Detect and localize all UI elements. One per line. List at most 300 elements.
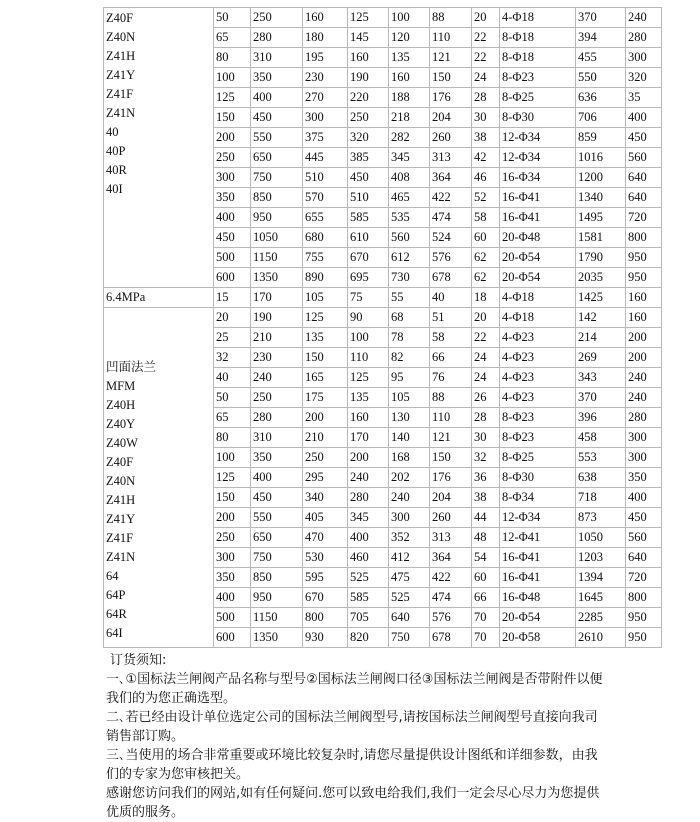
table-cell: 90 bbox=[348, 308, 389, 328]
table-cell: 706 bbox=[576, 108, 626, 128]
table-cell: 48 bbox=[472, 528, 500, 548]
table-cell: 450 bbox=[214, 228, 251, 248]
table-cell: 270 bbox=[303, 88, 348, 108]
table-cell: 22 bbox=[472, 48, 500, 68]
table-cell: 950 bbox=[251, 588, 303, 608]
table-cell: 150 bbox=[214, 488, 251, 508]
table-cell: 640 bbox=[626, 548, 662, 568]
table-cell: 42 bbox=[472, 148, 500, 168]
table-cell: 350 bbox=[214, 568, 251, 588]
model-name: MFM bbox=[106, 379, 136, 393]
table-cell: 4-Φ23 bbox=[500, 368, 576, 388]
table-cell: 20-Φ54 bbox=[500, 268, 576, 288]
table-cell: 560 bbox=[626, 528, 662, 548]
table-cell: 30 bbox=[472, 428, 500, 448]
table-cell: 450 bbox=[348, 168, 389, 188]
model-name: 64 bbox=[106, 569, 119, 583]
spec-table-body bbox=[104, 8, 662, 648]
table-cell: 2285 bbox=[576, 608, 626, 628]
table-cell: 636 bbox=[576, 88, 626, 108]
table-cell: 140 bbox=[389, 428, 430, 448]
table-cell: 250 bbox=[214, 528, 251, 548]
model-name: Z40Y bbox=[106, 417, 136, 431]
table-cell: 160 bbox=[303, 8, 348, 28]
table-cell: 638 bbox=[576, 468, 626, 488]
table-cell: 160 bbox=[348, 48, 389, 68]
table-cell: 25 bbox=[214, 328, 251, 348]
model-name: Z41N bbox=[106, 106, 136, 120]
table-cell: 450 bbox=[626, 508, 662, 528]
table-cell: 50 bbox=[214, 388, 251, 408]
table-cell: 800 bbox=[303, 608, 348, 628]
table-cell: 300 bbox=[303, 108, 348, 128]
table-cell: 400 bbox=[251, 88, 303, 108]
table-cell: 600 bbox=[214, 628, 251, 648]
table-cell: 16-Φ41 bbox=[500, 568, 576, 588]
table-cell: 30 bbox=[472, 108, 500, 128]
table-cell: 75 bbox=[348, 288, 389, 308]
table-cell: 135 bbox=[389, 48, 430, 68]
table-cell: 950 bbox=[626, 608, 662, 628]
table-cell: 1645 bbox=[576, 588, 626, 608]
table-row bbox=[104, 308, 662, 328]
table-cell: 4-Φ23 bbox=[500, 328, 576, 348]
table-cell: 160 bbox=[348, 408, 389, 428]
table-cell: 1050 bbox=[251, 228, 303, 248]
table-cell: 300 bbox=[626, 448, 662, 468]
table-cell: 458 bbox=[576, 428, 626, 448]
table-cell: 300 bbox=[214, 168, 251, 188]
table-cell: 88 bbox=[430, 8, 472, 28]
table-cell: 110 bbox=[430, 28, 472, 48]
table-cell: 8-Φ30 bbox=[500, 468, 576, 488]
table-cell: 950 bbox=[626, 248, 662, 268]
table-cell: 165 bbox=[303, 368, 348, 388]
table-cell: 22 bbox=[472, 328, 500, 348]
table-cell: 4-Φ23 bbox=[500, 348, 576, 368]
table-cell: 2610 bbox=[576, 628, 626, 648]
notes-item-2: 二､若已经由设计单位选定公司的国标法兰闸阀型号,请按国标法兰闸阀型号直接向我司销售部订购。 bbox=[106, 710, 598, 744]
table-cell: 250 bbox=[251, 8, 303, 28]
model-list-cell bbox=[104, 308, 214, 648]
table-cell: 873 bbox=[576, 508, 626, 528]
table-cell: 8-Φ25 bbox=[500, 448, 576, 468]
table-cell: 295 bbox=[303, 468, 348, 488]
table-cell: 260 bbox=[430, 508, 472, 528]
table-cell: 52 bbox=[472, 188, 500, 208]
table-cell: 125 bbox=[348, 368, 389, 388]
table-cell: 110 bbox=[348, 348, 389, 368]
table-cell: 385 bbox=[348, 148, 389, 168]
table-cell: 1495 bbox=[576, 208, 626, 228]
table-cell: 260 bbox=[430, 128, 472, 148]
table-cell: 280 bbox=[251, 28, 303, 48]
table-cell: 750 bbox=[251, 548, 303, 568]
table-cell: 678 bbox=[430, 268, 472, 288]
table-cell: 510 bbox=[348, 188, 389, 208]
table-row bbox=[104, 288, 662, 308]
table-cell: 350 bbox=[626, 468, 662, 488]
table-cell: 460 bbox=[348, 548, 389, 568]
table-cell: 474 bbox=[430, 208, 472, 228]
table-cell: 352 bbox=[389, 528, 430, 548]
table-cell: 40 bbox=[214, 368, 251, 388]
pressure-label: 6.4MPa bbox=[104, 288, 214, 308]
table-cell: 585 bbox=[348, 208, 389, 228]
table-cell: 190 bbox=[251, 308, 303, 328]
table-cell: 22 bbox=[472, 28, 500, 48]
table-cell: 250 bbox=[214, 148, 251, 168]
table-cell: 35 bbox=[626, 88, 662, 108]
table-cell: 240 bbox=[389, 488, 430, 508]
notes-item-4: 感谢您访问我们的网站,如有任何疑问.您可以致电给我们,我们一定会尽心尽力为您提供优质的服务。 bbox=[106, 786, 600, 820]
table-cell: 240 bbox=[348, 468, 389, 488]
table-cell: 240 bbox=[626, 388, 662, 408]
table-cell: 210 bbox=[251, 328, 303, 348]
table-cell: 170 bbox=[348, 428, 389, 448]
table-cell: 1340 bbox=[576, 188, 626, 208]
table-cell: 474 bbox=[430, 588, 472, 608]
table-cell: 343 bbox=[576, 368, 626, 388]
table-cell: 20-Φ58 bbox=[500, 628, 576, 648]
table-cell: 66 bbox=[430, 348, 472, 368]
table-cell: 110 bbox=[430, 408, 472, 428]
table-cell: 55 bbox=[389, 288, 430, 308]
table-cell: 121 bbox=[430, 48, 472, 68]
table-cell: 20 bbox=[214, 308, 251, 328]
table-cell: 60 bbox=[472, 568, 500, 588]
table-cell: 1350 bbox=[251, 628, 303, 648]
table-cell: 60 bbox=[472, 228, 500, 248]
table-cell: 612 bbox=[389, 248, 430, 268]
model-list-cell bbox=[104, 8, 214, 288]
table-cell: 204 bbox=[430, 488, 472, 508]
table-cell: 1050 bbox=[576, 528, 626, 548]
table-cell: 820 bbox=[348, 628, 389, 648]
table-cell: 16-Φ48 bbox=[500, 588, 576, 608]
table-cell: 755 bbox=[303, 248, 348, 268]
table-cell: 585 bbox=[348, 588, 389, 608]
table-cell: 280 bbox=[626, 408, 662, 428]
model-name: 64R bbox=[106, 607, 127, 621]
table-cell: 202 bbox=[389, 468, 430, 488]
table-cell: 125 bbox=[214, 468, 251, 488]
table-cell: 145 bbox=[348, 28, 389, 48]
notes-item-1: 一､①国标法兰闸阀产品名称与型号②国标法兰闸阀口径③国标法兰闸阀是否带附件以便我们的为您正确选型。 bbox=[106, 672, 603, 706]
table-cell: 20-Φ54 bbox=[500, 248, 576, 268]
table-cell: 400 bbox=[626, 488, 662, 508]
table-cell: 28 bbox=[472, 408, 500, 428]
table-cell: 1016 bbox=[576, 148, 626, 168]
model-name: 40 bbox=[106, 125, 119, 139]
table-cell: 340 bbox=[303, 488, 348, 508]
table-cell: 280 bbox=[251, 408, 303, 428]
table-cell: 40 bbox=[430, 288, 472, 308]
table-cell: 230 bbox=[303, 68, 348, 88]
table-cell: 210 bbox=[303, 428, 348, 448]
table-cell: 16-Φ41 bbox=[500, 548, 576, 568]
model-name: 40P bbox=[106, 144, 126, 158]
table-cell: 12-Φ34 bbox=[500, 128, 576, 148]
table-cell: 640 bbox=[626, 188, 662, 208]
table-cell: 38 bbox=[472, 128, 500, 148]
table-cell: 160 bbox=[626, 288, 662, 308]
model-name: 40R bbox=[106, 163, 127, 177]
table-cell: 400 bbox=[214, 208, 251, 228]
table-cell: 350 bbox=[251, 448, 303, 468]
table-cell: 250 bbox=[348, 108, 389, 128]
table-cell: 160 bbox=[389, 68, 430, 88]
table-cell: 300 bbox=[626, 428, 662, 448]
model-name: Z40N bbox=[106, 474, 136, 488]
table-row bbox=[104, 8, 662, 28]
table-cell: 70 bbox=[472, 628, 500, 648]
model-name: Z41F bbox=[106, 87, 134, 101]
table-cell: 408 bbox=[389, 168, 430, 188]
table-cell: 200 bbox=[214, 128, 251, 148]
table-cell: 422 bbox=[430, 188, 472, 208]
table-cell: 125 bbox=[214, 88, 251, 108]
table-cell: 655 bbox=[303, 208, 348, 228]
table-cell: 120 bbox=[389, 28, 430, 48]
table-cell: 269 bbox=[576, 348, 626, 368]
table-cell: 450 bbox=[626, 128, 662, 148]
table-cell: 320 bbox=[348, 128, 389, 148]
table-cell: 750 bbox=[251, 168, 303, 188]
table-cell: 1425 bbox=[576, 288, 626, 308]
table-cell: 524 bbox=[430, 228, 472, 248]
table-cell: 175 bbox=[303, 388, 348, 408]
table-cell: 394 bbox=[576, 28, 626, 48]
table-cell: 8-Φ30 bbox=[500, 108, 576, 128]
table-cell: 20 bbox=[472, 8, 500, 28]
model-name: Z41Y bbox=[106, 512, 136, 526]
table-cell: 470 bbox=[303, 528, 348, 548]
table-cell: 1200 bbox=[576, 168, 626, 188]
table-cell: 405 bbox=[303, 508, 348, 528]
table-cell: 160 bbox=[626, 308, 662, 328]
table-cell: 640 bbox=[626, 168, 662, 188]
table-cell: 718 bbox=[576, 488, 626, 508]
order-notes bbox=[106, 651, 606, 822]
model-name: Z41F bbox=[106, 531, 134, 545]
table-cell: 100 bbox=[348, 328, 389, 348]
model-name: Z40F bbox=[106, 11, 134, 25]
table-cell: 930 bbox=[303, 628, 348, 648]
table-cell: 12-Φ34 bbox=[500, 148, 576, 168]
table-cell: 50 bbox=[214, 8, 251, 28]
table-cell: 800 bbox=[626, 588, 662, 608]
table-cell: 890 bbox=[303, 268, 348, 288]
model-name: 40I bbox=[106, 182, 123, 196]
table-cell: 80 bbox=[214, 48, 251, 68]
table-cell: 121 bbox=[430, 428, 472, 448]
table-cell: 280 bbox=[626, 28, 662, 48]
table-cell: 450 bbox=[251, 488, 303, 508]
table-cell: 500 bbox=[214, 608, 251, 628]
table-cell: 370 bbox=[576, 8, 626, 28]
table-cell: 195 bbox=[303, 48, 348, 68]
model-name: Z41Y bbox=[106, 68, 136, 82]
table-cell: 300 bbox=[626, 48, 662, 68]
table-cell: 850 bbox=[251, 568, 303, 588]
table-cell: 530 bbox=[303, 548, 348, 568]
model-name: Z40N bbox=[106, 30, 136, 44]
table-cell: 12-Φ41 bbox=[500, 528, 576, 548]
table-cell: 1790 bbox=[576, 248, 626, 268]
table-cell: 4-Φ23 bbox=[500, 388, 576, 408]
table-cell: 412 bbox=[389, 548, 430, 568]
table-cell: 54 bbox=[472, 548, 500, 568]
table-cell: 32 bbox=[214, 348, 251, 368]
table-cell: 1150 bbox=[251, 248, 303, 268]
table-cell: 859 bbox=[576, 128, 626, 148]
table-cell: 525 bbox=[389, 588, 430, 608]
table-cell: 465 bbox=[389, 188, 430, 208]
table-cell: 240 bbox=[626, 8, 662, 28]
table-cell: 62 bbox=[472, 268, 500, 288]
table-cell: 730 bbox=[389, 268, 430, 288]
table-cell: 720 bbox=[626, 208, 662, 228]
table-cell: 560 bbox=[626, 148, 662, 168]
table-cell: 300 bbox=[389, 508, 430, 528]
table-cell: 16-Φ41 bbox=[500, 188, 576, 208]
table-cell: 510 bbox=[303, 168, 348, 188]
table-cell: 58 bbox=[430, 328, 472, 348]
table-cell: 8-Φ23 bbox=[500, 68, 576, 88]
table-cell: 375 bbox=[303, 128, 348, 148]
table-cell: 105 bbox=[389, 388, 430, 408]
table-cell: 125 bbox=[303, 308, 348, 328]
table-cell: 525 bbox=[348, 568, 389, 588]
table-cell: 570 bbox=[303, 188, 348, 208]
model-name: Z41H bbox=[106, 493, 136, 507]
table-cell: 28 bbox=[472, 88, 500, 108]
table-cell: 553 bbox=[576, 448, 626, 468]
table-cell: 15 bbox=[214, 288, 251, 308]
table-cell: 24 bbox=[472, 68, 500, 88]
table-cell: 705 bbox=[348, 608, 389, 628]
table-cell: 1150 bbox=[251, 608, 303, 628]
table-cell: 78 bbox=[389, 328, 430, 348]
table-cell: 350 bbox=[251, 68, 303, 88]
spec-table bbox=[103, 7, 662, 648]
table-cell: 70 bbox=[472, 608, 500, 628]
table-cell: 190 bbox=[348, 68, 389, 88]
table-cell: 95 bbox=[389, 368, 430, 388]
table-cell: 150 bbox=[430, 68, 472, 88]
table-cell: 58 bbox=[472, 208, 500, 228]
model-name: Z40F bbox=[106, 455, 134, 469]
table-cell: 82 bbox=[389, 348, 430, 368]
table-cell: 310 bbox=[251, 428, 303, 448]
table-cell: 670 bbox=[303, 588, 348, 608]
table-cell: 455 bbox=[576, 48, 626, 68]
table-cell: 176 bbox=[430, 468, 472, 488]
table-cell: 176 bbox=[430, 88, 472, 108]
table-cell: 16-Φ41 bbox=[500, 208, 576, 228]
table-cell: 250 bbox=[251, 388, 303, 408]
table-cell: 350 bbox=[214, 188, 251, 208]
table-cell: 65 bbox=[214, 28, 251, 48]
table-cell: 313 bbox=[430, 528, 472, 548]
table-cell: 560 bbox=[389, 228, 430, 248]
table-cell: 400 bbox=[214, 588, 251, 608]
table-cell: 240 bbox=[251, 368, 303, 388]
table-cell: 65 bbox=[214, 408, 251, 428]
table-cell: 88 bbox=[430, 388, 472, 408]
table-cell: 44 bbox=[472, 508, 500, 528]
table-cell: 150 bbox=[214, 108, 251, 128]
table-cell: 650 bbox=[251, 528, 303, 548]
table-cell: 610 bbox=[348, 228, 389, 248]
table-cell: 695 bbox=[348, 268, 389, 288]
table-cell: 280 bbox=[348, 488, 389, 508]
table-cell: 230 bbox=[251, 348, 303, 368]
model-name: 64I bbox=[106, 626, 123, 640]
table-cell: 320 bbox=[626, 68, 662, 88]
table-cell: 26 bbox=[472, 388, 500, 408]
table-cell: 76 bbox=[430, 368, 472, 388]
table-cell: 180 bbox=[303, 28, 348, 48]
table-cell: 950 bbox=[626, 628, 662, 648]
table-cell: 204 bbox=[430, 108, 472, 128]
notes-item-3: 三､当使用的场合非常重要或环境比较复杂时,请您尽量提供设计图纸和详细参数，由我们的专家为您审核把关。 bbox=[106, 748, 598, 782]
table-cell: 100 bbox=[214, 68, 251, 88]
table-cell: 135 bbox=[348, 388, 389, 408]
table-cell: 550 bbox=[251, 508, 303, 528]
table-cell: 36 bbox=[472, 468, 500, 488]
table-cell: 400 bbox=[348, 528, 389, 548]
table-cell: 345 bbox=[348, 508, 389, 528]
table-cell: 135 bbox=[303, 328, 348, 348]
table-cell: 12-Φ34 bbox=[500, 508, 576, 528]
table-cell: 170 bbox=[251, 288, 303, 308]
table-cell: 125 bbox=[348, 8, 389, 28]
table-cell: 8-Φ23 bbox=[500, 408, 576, 428]
model-name: 凹面法兰 bbox=[106, 360, 157, 374]
table-cell: 1350 bbox=[251, 268, 303, 288]
model-name: 64P bbox=[106, 588, 126, 602]
table-cell: 535 bbox=[389, 208, 430, 228]
table-cell: 105 bbox=[303, 288, 348, 308]
table-cell: 550 bbox=[576, 68, 626, 88]
table-cell: 364 bbox=[430, 168, 472, 188]
table-cell: 100 bbox=[389, 8, 430, 28]
model-name: Z41N bbox=[106, 550, 136, 564]
table-cell: 218 bbox=[389, 108, 430, 128]
table-cell: 650 bbox=[251, 148, 303, 168]
table-cell: 20-Φ54 bbox=[500, 608, 576, 628]
table-cell: 950 bbox=[251, 208, 303, 228]
table-cell: 370 bbox=[576, 388, 626, 408]
table-cell: 51 bbox=[430, 308, 472, 328]
table-cell: 576 bbox=[430, 608, 472, 628]
table-cell: 800 bbox=[626, 228, 662, 248]
table-cell: 100 bbox=[214, 448, 251, 468]
table-cell: 576 bbox=[430, 248, 472, 268]
table-cell: 8-Φ34 bbox=[500, 488, 576, 508]
table-cell: 200 bbox=[303, 408, 348, 428]
table-cell: 500 bbox=[214, 248, 251, 268]
table-cell: 68 bbox=[389, 308, 430, 328]
table-cell: 24 bbox=[472, 348, 500, 368]
table-cell: 1581 bbox=[576, 228, 626, 248]
table-cell: 950 bbox=[626, 268, 662, 288]
table-cell: 400 bbox=[251, 468, 303, 488]
table-cell: 20-Φ48 bbox=[500, 228, 576, 248]
table-cell: 640 bbox=[389, 608, 430, 628]
